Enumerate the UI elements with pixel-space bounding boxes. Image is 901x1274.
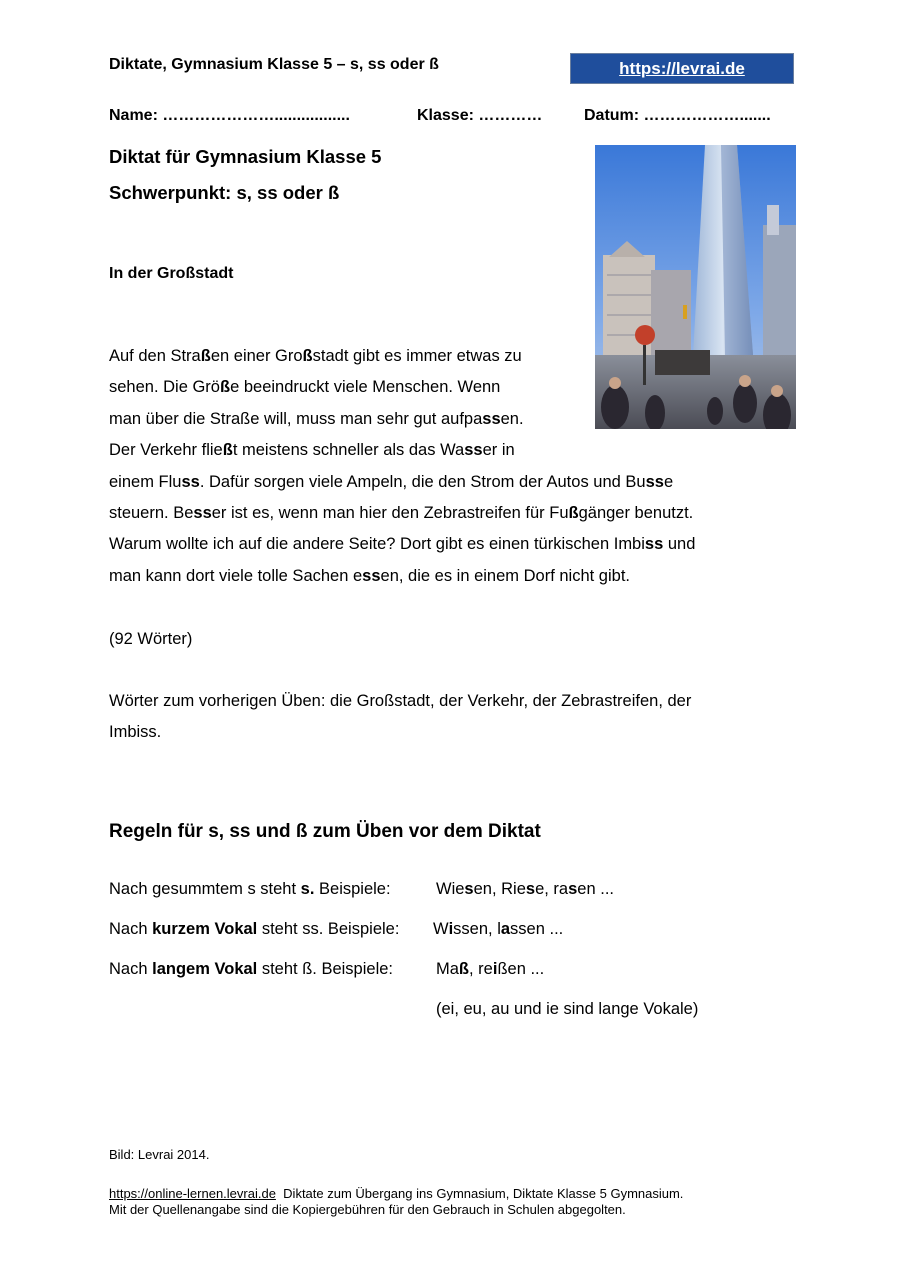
rule-text xyxy=(109,880,391,899)
practice-line: Imbiss. xyxy=(109,723,162,742)
highlighted-letters: ss xyxy=(193,504,212,523)
image-credit: Bild: Levrai 2014. xyxy=(109,1147,210,1162)
highlighted-letters: ß xyxy=(222,441,233,460)
text-run: en, die es in einem Dorf nicht gibt. xyxy=(380,566,630,585)
highlighted-letters: s xyxy=(525,880,536,898)
highlighted-letters: i xyxy=(448,920,454,938)
highlighted-letters: ß xyxy=(200,347,211,365)
long-vowel-note: (ei, eu, au und ie sind lange Vokale) xyxy=(436,1000,699,1018)
story-line xyxy=(109,529,695,560)
text-run: en einer Gro xyxy=(210,347,303,365)
highlighted-letters: s xyxy=(464,880,474,898)
footer-line xyxy=(109,1186,683,1201)
story-title: In der Großstadt xyxy=(109,265,234,282)
highlighted-letters: kurzem Vokal xyxy=(152,920,258,938)
text-run: , re xyxy=(469,960,493,978)
text-run: ssen, l xyxy=(453,920,501,938)
text-run: stadt gibt es immer etwas zu xyxy=(312,347,522,365)
rule-examples xyxy=(436,880,614,899)
highlighted-letters: ss xyxy=(464,441,483,460)
footer-link[interactable]: https://online-lernen.levrai.de xyxy=(109,1186,276,1201)
text-run: er ist es, wenn man hier den Zebrastreifen für Fu xyxy=(211,504,569,523)
license-note: Mit der Quellenangabe sind die Kopiergebühren für den Gebrauch in Schulen abgegolten. xyxy=(109,1202,626,1217)
site-link-box[interactable] xyxy=(570,53,794,84)
highlighted-letters: ss xyxy=(181,472,200,491)
highlighted-letters: ss xyxy=(482,409,501,428)
story-line xyxy=(109,561,695,592)
text-run: Beispiele: xyxy=(314,880,391,898)
story-line xyxy=(109,498,695,529)
worksheet-title: Diktate, Gymnasium Klasse 5 – s, ss oder ß xyxy=(109,56,439,73)
text-run: . Dafür sorgen viele Ampeln, die den Strom der Autos und Bu xyxy=(199,472,646,491)
dictation-heading: Diktat für Gymnasium Klasse 5 xyxy=(109,146,382,167)
text-run: t meistens schneller als das Wa xyxy=(232,441,465,460)
class-field: Klasse: ………… xyxy=(417,107,543,124)
story-paragraph xyxy=(109,341,695,592)
date-field: Datum: ………………....... xyxy=(584,107,771,124)
text-run: ssen ... xyxy=(510,920,564,938)
text-run: sehen. Die Grö xyxy=(109,378,220,397)
focus-heading: Schwerpunkt: s, ss oder ß xyxy=(109,182,340,203)
text-run: Der Verkehr flie xyxy=(109,441,223,460)
highlighted-letters: langem Vokal xyxy=(152,960,258,978)
highlighted-letters: ss xyxy=(362,566,381,585)
story-line xyxy=(109,435,695,466)
text-run: e xyxy=(663,472,674,491)
text-run: man kann dort viele tolle Sachen e xyxy=(109,566,363,585)
highlighted-letters: ß xyxy=(458,960,470,978)
rule-examples xyxy=(436,960,544,979)
text-run: Warum wollte ich auf die andere Seite? Dort gibt es einen türkischen Imbi xyxy=(109,535,645,554)
word-count: (92 Wörter) xyxy=(109,630,193,648)
text-run: e beeindruckt viele Menschen. Wenn xyxy=(230,378,501,397)
highlighted-letters: ß xyxy=(302,347,313,365)
text-run: Ma xyxy=(436,960,459,978)
story-line xyxy=(109,467,695,498)
story-line xyxy=(109,372,695,403)
practice-words xyxy=(109,686,691,749)
text-run: en, Rie xyxy=(473,880,526,898)
text-run: man über die Straße will, muss man sehr gut aufpa xyxy=(109,409,483,428)
highlighted-letters: s xyxy=(568,880,578,898)
rule-text xyxy=(109,960,393,979)
text-run: einem Flu xyxy=(109,472,182,491)
text-run: en ... xyxy=(577,880,614,898)
text-run: und xyxy=(663,535,696,554)
name-field: Name: …………………................. xyxy=(109,107,350,124)
rules-heading: Regeln für s, ss und ß zum Üben vor dem Diktat xyxy=(109,821,541,842)
text-run: Nach gesummtem s steht xyxy=(109,880,301,898)
text-run: Auf den Stra xyxy=(109,347,201,365)
rule-examples xyxy=(433,920,563,939)
highlighted-letters: s. xyxy=(300,880,315,898)
text-run: gänger benutzt. xyxy=(578,504,694,523)
story-line xyxy=(109,404,695,435)
text-run: en. xyxy=(500,409,524,428)
text-run: W xyxy=(433,920,449,938)
highlighted-letters: ß xyxy=(568,504,579,523)
highlighted-letters: ß xyxy=(219,378,231,397)
highlighted-letters: ss xyxy=(644,535,664,554)
text-run: steht ss. Beispiele: xyxy=(257,920,400,938)
site-link[interactable]: https://levrai.de xyxy=(619,58,745,78)
text-run: Wie xyxy=(436,880,465,898)
practice-line: Wörter zum vorherigen Üben: die Großstadt, der Verkehr, der Zebrastreifen, der xyxy=(109,692,692,710)
text-run: steuern. Be xyxy=(109,504,194,523)
text-run: Nach xyxy=(109,960,153,978)
text-run: Nach xyxy=(109,920,153,938)
text-run: er in xyxy=(482,441,515,460)
text-run: steht ß. Beispiele: xyxy=(257,960,393,978)
highlighted-letters: i xyxy=(492,960,498,978)
text-run: ßen ... xyxy=(497,960,545,978)
text-run: e, ra xyxy=(535,880,569,898)
rule-text xyxy=(109,920,399,939)
story-line xyxy=(109,341,695,372)
footer-description: Diktate zum Übergang ins Gymnasium, Diktate Klasse 5 Gymnasium. xyxy=(275,1186,684,1201)
highlighted-letters: a xyxy=(500,920,511,938)
highlighted-letters: ss xyxy=(645,472,664,491)
